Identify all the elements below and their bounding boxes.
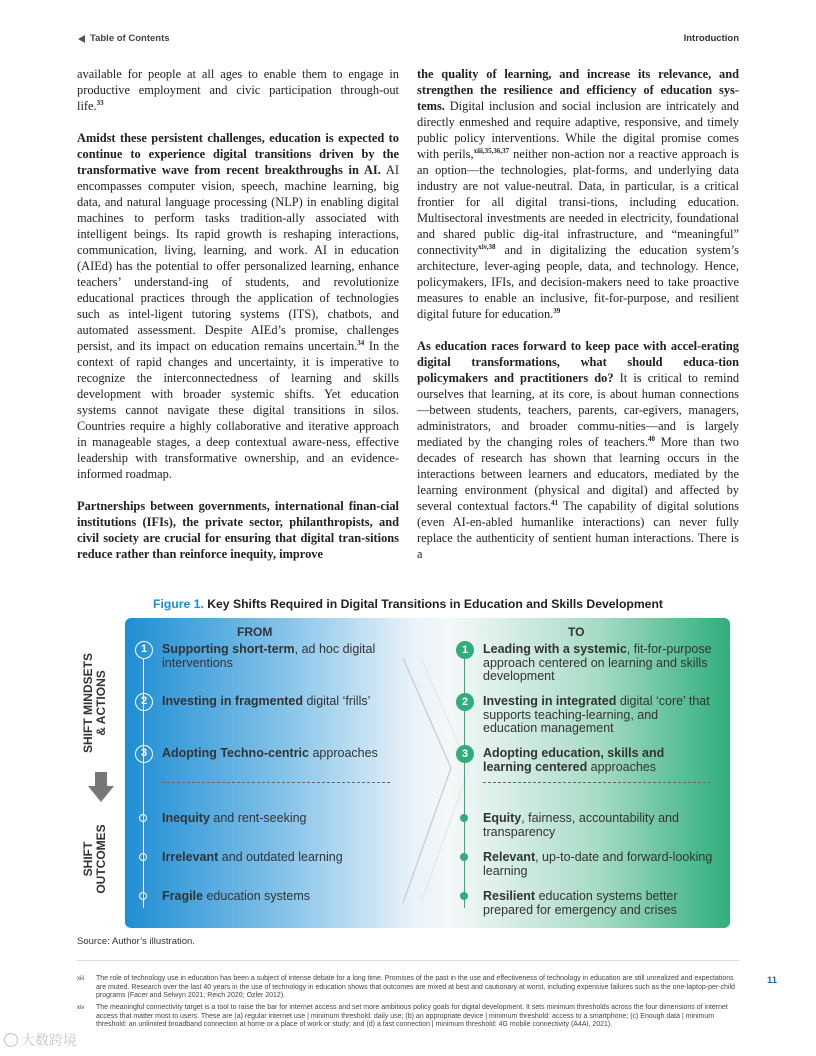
to-item-1 bbox=[483, 643, 713, 684]
bold: Relevant bbox=[483, 850, 536, 864]
from-outcome-dot-2 bbox=[139, 853, 147, 861]
to-outcome-dot-3 bbox=[460, 892, 468, 900]
right-column bbox=[417, 66, 739, 562]
footnote-divider bbox=[77, 960, 739, 961]
bold-lead: As education races forward to keep pace with accel-erating digital transformations, what should educa-tion policymakers and practitioners do? bbox=[417, 339, 739, 385]
to-outcome-1 bbox=[483, 812, 713, 839]
page-number: 11 bbox=[767, 975, 778, 986]
right-paragraph-1 bbox=[417, 66, 739, 322]
watermark-text: 大数跨境 bbox=[21, 1033, 77, 1049]
bold: Irrelevant bbox=[162, 850, 219, 864]
from-item-2 bbox=[162, 695, 392, 709]
from-item-1 bbox=[162, 643, 392, 670]
text: and in digitalizing the education system’s architecture, lever-aging people, data, and technology. Hence, policymakers, IFIs, and decision-makers need to take proactive measures to enable an inclusive, fit-for-purpose, and resilient digital future for education. bbox=[417, 243, 739, 321]
footnote-xiii bbox=[77, 975, 739, 1001]
from-number-3: 3 bbox=[135, 745, 153, 763]
reference-superscript: 39 bbox=[553, 306, 561, 315]
from-outcome-1 bbox=[162, 812, 392, 826]
left-paragraph-3 bbox=[77, 498, 399, 562]
text: approaches bbox=[309, 746, 378, 760]
bold: Equity bbox=[483, 811, 522, 825]
text: In the context of rapid changes and uncertainty, it is imperative to recognize the interconnectedness of learning and skills development with broader systemic shifts. Yet education systems cannot navigate these digital transitions in silos. Countries require a highly collaborative and iterative approach in manageable stages, a deep contextual aware-ness, effective leadership with transformative ownership, and an evidence-informed roadmap. bbox=[77, 339, 399, 481]
bold: Investing in integrated bbox=[483, 694, 617, 708]
bold: Adopting education, skills and learning centered bbox=[483, 746, 665, 774]
chevron-divider bbox=[393, 618, 473, 928]
from-number-2: 2 bbox=[135, 693, 153, 711]
text: , ad hoc digital interventions bbox=[162, 642, 376, 670]
bold-lead: Amidst these persistent challenges, education is expected to continue to experience digital transitions driven by the transformative wave from recent breakthroughs in AI. bbox=[77, 131, 399, 177]
text: neither non-action nor a reactive approach is an option—the technologies, plat-forms, and underlying data industry are not value-neutral. Data, in particular, is a critical frontier for all digital transi-tions, including education. Multisectoral investments are needed in electricity, foundational and shared public dig-ital infrastructure, and “meaningful” connectivity bbox=[417, 147, 739, 257]
from-number-1: 1 bbox=[135, 641, 153, 659]
back-triangle-icon bbox=[78, 35, 85, 43]
bold: Supporting short-term bbox=[162, 642, 295, 656]
bold-lead: the quality of learning, and increase its relevance, and strengthen the resilience and efficiency of education sys-tems. bbox=[417, 67, 739, 113]
text: More than two decades of research has shown that learning occurs in the interactions between learners and educators, mediated by the learning environment (physical and digital) and affected by several contextual factors. bbox=[417, 435, 739, 513]
left-paragraph-2 bbox=[77, 130, 399, 482]
bold: Adopting Techno-centric bbox=[162, 746, 309, 760]
from-separator bbox=[162, 782, 390, 783]
figure-source: Source: Author’s illustration. bbox=[77, 936, 195, 947]
bold: Resilient bbox=[483, 889, 536, 903]
to-number-3: 3 bbox=[456, 745, 474, 763]
to-item-2 bbox=[483, 695, 713, 736]
bold: Inequity bbox=[162, 811, 210, 825]
from-outcome-3 bbox=[162, 890, 392, 904]
right-paragraph-2 bbox=[417, 338, 739, 562]
to-separator bbox=[483, 782, 711, 783]
from-header: FROM bbox=[237, 625, 273, 639]
text: and rent-seeking bbox=[209, 811, 307, 825]
reference-superscript: 40 bbox=[647, 434, 655, 443]
from-outcome-dot-3 bbox=[139, 892, 147, 900]
text: It is critical to remind ourselves that learning, at its core, is about human connections—between students, teachers, parents, car-egivers, managers, administrators, and broader commu-nities—and is largely mediated by the changing roles of teachers. bbox=[417, 371, 740, 449]
to-outcome-dot-2 bbox=[460, 853, 468, 861]
bold: Investing in fragmented bbox=[162, 694, 303, 708]
reference-superscript: 33 bbox=[96, 98, 104, 107]
from-outcome-2 bbox=[162, 851, 392, 865]
text: , fit-for-purpose approach centered on learning and skills development bbox=[483, 642, 712, 683]
figure-caption bbox=[0, 597, 816, 611]
bold-lead: Partnerships between governments, international finan-cial institutions (IFIs), the private sector, philanthropists, and civil society are crucial for ensuring that digital tran-sitions reduce rather than reinforce inequity, improve bbox=[77, 499, 399, 561]
footnote-xiv bbox=[77, 1004, 739, 1030]
reference-superscript: 34 bbox=[357, 338, 365, 347]
footnote-text: The role of technology use in education has been a subject of intense debate for a long time. Promises of the past in the use and effectiveness of technology in education are still unrealized and expectations are muted. Research over the last 40 years in the use of technology in education shows that outcomes are mixed at best and cautionary at worst, including expensive failures such as the one-laptop-per-child programs (Facer and Selwyn 2021; Reich 2020; Ozler 2012). bbox=[96, 975, 735, 1000]
to-outcome-3 bbox=[483, 890, 713, 917]
footnote-mark: xiv bbox=[77, 1005, 85, 1011]
side-label-mindsets: SHIFT MINDSETS & ACTIONS bbox=[81, 653, 108, 754]
reference-superscript: 41 bbox=[551, 498, 559, 507]
bold: Leading with a systemic bbox=[483, 642, 627, 656]
to-number-1: 1 bbox=[456, 641, 474, 659]
side-label-outcomes: SHIFT OUTCOMES bbox=[81, 824, 108, 894]
footnote-text: The meaningful connectivity target is a tool to raise the bar for internet access and set more ambitious policy goals for digital development. It sets minimum thresholds across the four dimensions of internet access that matter most to users. These are (a) regular internet use | minimum threshold: daily use; (b) an appropriate device | minimum threshold: access to a smartphone; (c) Enough data | minimum threshold: an unlimited broadband connection at home or a place of work or study; and (d) a fast connection | minimum threshold: 4G mobile connectivity (A4AI, 2021). bbox=[96, 1004, 728, 1029]
reference-superscript: xiv,38 bbox=[478, 242, 496, 251]
watermark-logo-icon bbox=[4, 1033, 18, 1047]
figure-number: Figure 1. bbox=[153, 597, 204, 611]
text: education systems bbox=[203, 889, 310, 903]
text: and outdated learning bbox=[218, 850, 343, 864]
text: , fairness, accountability and transparency bbox=[483, 811, 679, 839]
to-outcome-2 bbox=[483, 851, 713, 878]
text: education systems better prepared for emergency and crises bbox=[483, 889, 678, 917]
table-of-contents-link[interactable] bbox=[78, 33, 170, 44]
shifts-diagram bbox=[125, 618, 730, 928]
left-column bbox=[77, 66, 399, 562]
text: available for people at all ages to enable them to engage in productive employment and civic participation through-out life. bbox=[77, 67, 399, 113]
footnote-mark: xiii bbox=[77, 976, 84, 982]
down-arrow-icon bbox=[88, 772, 114, 802]
text: approaches bbox=[587, 759, 657, 774]
text: digital ‘frills’ bbox=[303, 694, 371, 708]
watermark bbox=[4, 1030, 77, 1050]
left-paragraph-1 bbox=[77, 66, 399, 114]
from-outcome-dot-1 bbox=[139, 814, 147, 822]
reference-superscript: xiii,35,36,37 bbox=[473, 146, 510, 155]
to-header: TO bbox=[568, 625, 585, 639]
text: digital ‘core’ that supports teaching-learning, and education management bbox=[483, 694, 710, 735]
text: , up-to-date and forward-looking learning bbox=[483, 850, 713, 878]
to-number-2: 2 bbox=[456, 693, 474, 711]
to-item-3 bbox=[483, 747, 713, 774]
text: AI encompasses computer vision, speech, machine learning, big data, and natural language processing (NLP) in enabling digital machines to perform tasks tradition-ally associated with intelligent beings. Its rapid growth is reshaping interactions, communication, living, learning, and work. AI in education (AIEd) has the potential to offer personalized learning, enhance teachers’ understand-ing of students, and revolutionize educational practices through the application of technologies such as intel-ligent tutoring systems (ITS), chatbots, and automated assessment. Despite AIEd’s promise, challenges persist, and its impact on education remains uncertain. bbox=[77, 163, 399, 353]
section-title: Introduction bbox=[683, 33, 739, 44]
bold: Fragile bbox=[162, 889, 203, 903]
text: The capability of digital solutions (even AI-en-abled humanlike interactions) can never fully replace the authenticity of sentient human interactions. There is a bbox=[417, 499, 739, 561]
toc-label: Table of Contents bbox=[90, 33, 170, 44]
to-outcome-dot-1 bbox=[460, 814, 468, 822]
figure-title: Key Shifts Required in Digital Transitions in Education and Skills Development bbox=[203, 597, 663, 611]
from-item-3 bbox=[162, 747, 397, 761]
text: Digital inclusion and social inclusion are intricately and directly enmeshed and require adaptive, responsive, and timely public policy interventions. While the digital promise comes with perils, bbox=[417, 99, 739, 161]
